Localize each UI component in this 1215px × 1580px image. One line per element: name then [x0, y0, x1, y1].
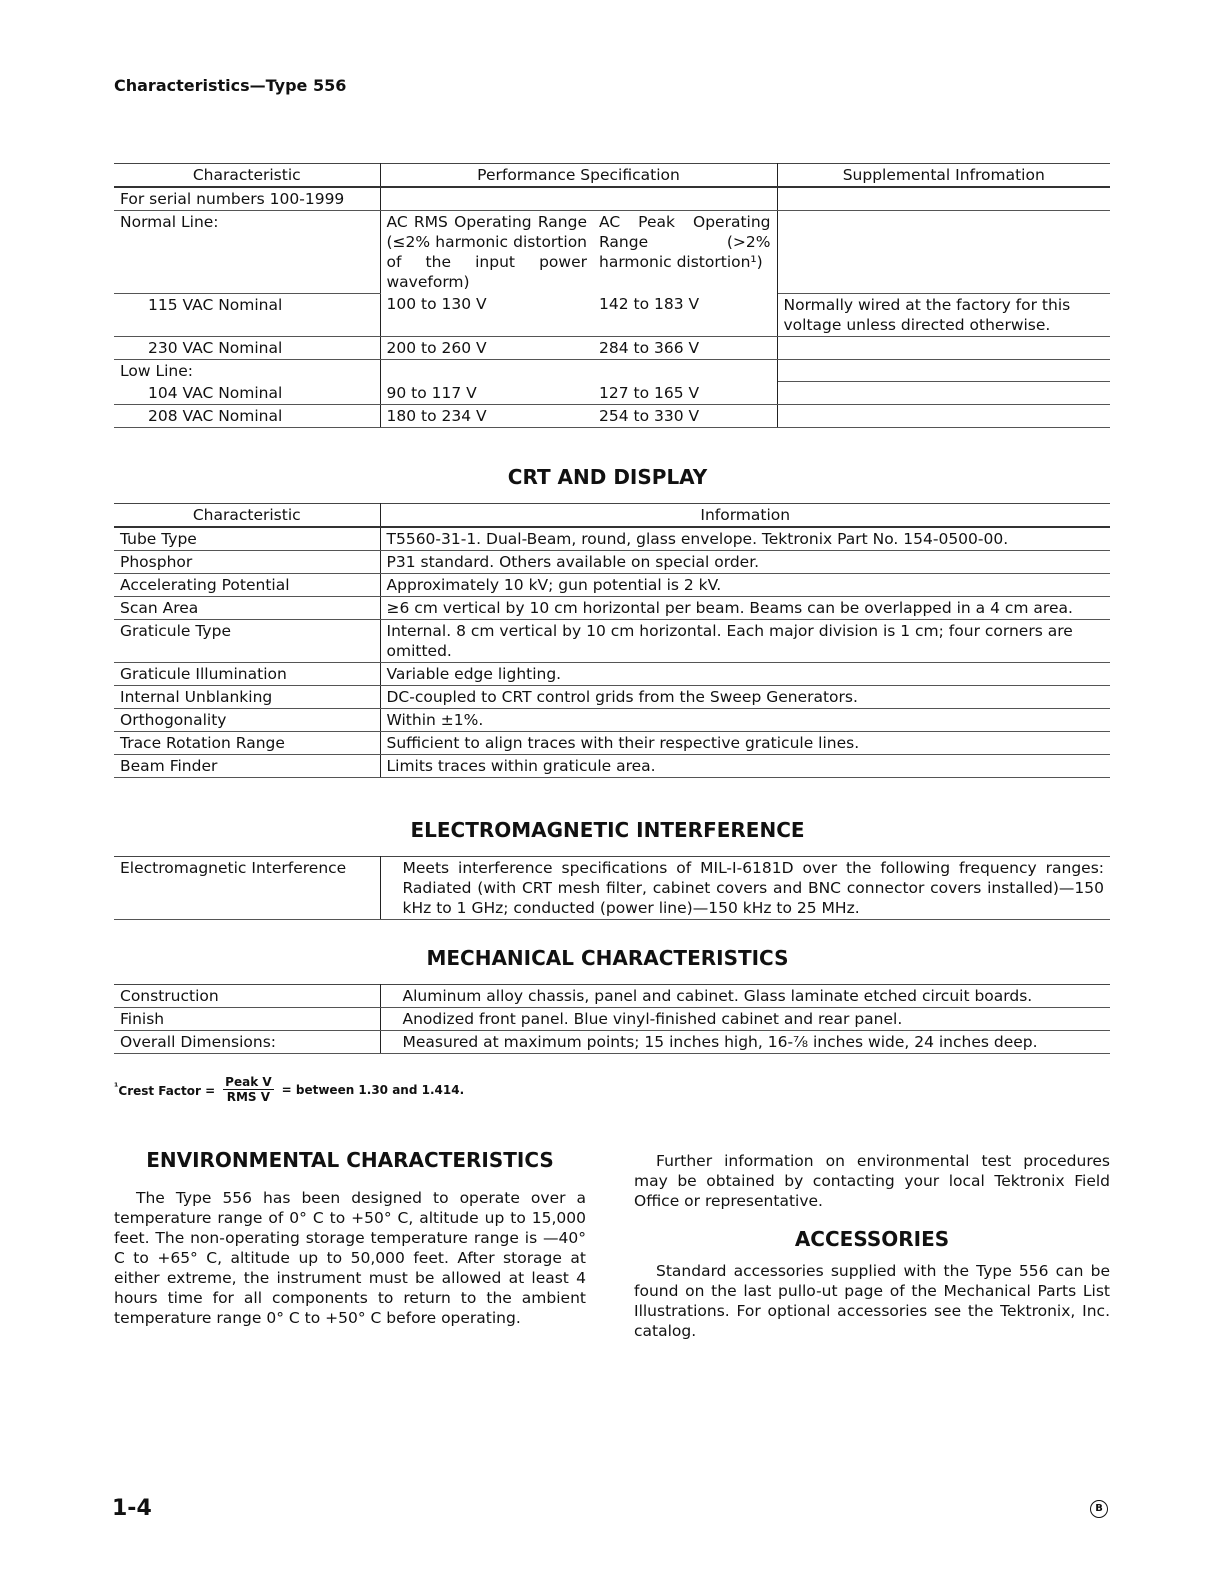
accessories-text: Standard accessories supplied with the Type 556 can be found on the last pullo-ut page of the Mechanical Parts List Illustrations. For optional accessories see the Tektronix, Inc. catalog. [634, 1262, 1110, 1340]
footnote-rest: = between 1.30 and 1.414. [281, 1082, 465, 1097]
table-row [114, 336, 1110, 359]
row-value: P31 standard. Others available on special order. [380, 551, 1110, 574]
rms-value: 180 to 234 V [380, 404, 593, 427]
header-performance: Performance Specification [380, 164, 777, 188]
peak-value: 127 to 165 V [593, 382, 777, 405]
row-value: Internal. 8 cm vertical by 10 cm horizontal. Each major division is 1 cm; four corners are omitted. [380, 620, 1110, 663]
table-row [114, 382, 1110, 405]
peak-value: 142 to 183 V [593, 293, 777, 336]
table-row [114, 597, 1110, 620]
serial-numbers-cell: For serial numbers 100-1999 [114, 187, 380, 211]
row-label: Accelerating Potential [114, 574, 380, 597]
table-row [114, 211, 1110, 294]
row-label: 104 VAC Nominal [114, 382, 380, 405]
peak-range-header: AC Peak Operating Range (>2% harmonic distortion¹) [593, 211, 777, 294]
row-label: 230 VAC Nominal [114, 336, 380, 359]
emi-spec-table [114, 856, 1110, 920]
row-label: 115 VAC Nominal [114, 293, 380, 336]
table-row [114, 985, 1110, 1008]
power-spec-table [114, 163, 1110, 428]
further-info-text: Further information on environmental test procedures may be obtained by contacting your local Tektronix Field Office or representative. [634, 1152, 1110, 1210]
row-value: Variable edge lighting. [380, 663, 1110, 686]
table-row [114, 1031, 1110, 1054]
table-row [114, 709, 1110, 732]
row-value: ≥6 cm vertical by 10 cm horizontal per beam. Beams can be overlapped in a 4 cm area. [380, 597, 1110, 620]
row-label: Graticule Type [114, 620, 380, 663]
rms-range-header: AC RMS Operating Range (≤2% harmonic distortion of the input power waveform) [386, 213, 587, 291]
environmental-column [114, 1150, 586, 1328]
crest-factor-fraction [223, 1075, 273, 1104]
row-label: 208 VAC Nominal [114, 404, 380, 427]
fraction-denominator: RMS V [226, 1090, 271, 1104]
table-row [114, 857, 1110, 920]
mechanical-spec-table [114, 984, 1110, 1054]
environmental-text: The Type 556 has been designed to operate over a temperature range of 0° C to +50° C, altitude up to 15,000 feet. The non-operating storage temperature range is —40° C to +65° C, altitude up to 50,000 feet. After storage at either extreme, the instrument must be allowed at least 4 hours time for all components to return to the ambient temperature range 0° C to +50° C before operating. [114, 1189, 586, 1327]
page-number: 1-4 [112, 1496, 152, 1521]
accessories-title: ACCESSORIES [794, 1227, 950, 1251]
table-row [114, 732, 1110, 755]
environmental-title: ENVIRONMENTAL CHARACTERISTICS [146, 1148, 554, 1172]
row-label: Phosphor [114, 551, 380, 574]
row-value: T5560-31-1. Dual-Beam, round, glass envelope. Tektronix Part No. 154-0500-00. [380, 527, 1110, 551]
row-label: Beam Finder [114, 755, 380, 778]
emi-section-title: ELECTROMAGNETIC INTERFERENCE [410, 818, 805, 842]
peak-value: 254 to 330 V [593, 404, 777, 427]
row-value: Within ±1%. [380, 709, 1110, 732]
table-header-row [114, 504, 1110, 528]
table-row [114, 1008, 1110, 1031]
row-value: Approximately 10 kV; gun potential is 2 kV. [380, 574, 1110, 597]
header-information: Information [380, 504, 1110, 528]
running-header: Characteristics—Type 556 [114, 76, 347, 95]
rms-value: 200 to 260 V [380, 336, 593, 359]
row-label: Internal Unblanking [114, 686, 380, 709]
table-row [114, 527, 1110, 551]
row-label: Graticule Illumination [114, 663, 380, 686]
crt-spec-table [114, 503, 1110, 778]
table-row [114, 686, 1110, 709]
row-label: Tube Type [114, 527, 380, 551]
row-label: Overall Dimensions: [114, 1031, 380, 1054]
publisher-logo-icon: B [1090, 1500, 1108, 1518]
mechanical-section-title: MECHANICAL CHARACTERISTICS [426, 946, 789, 970]
row-value: Meets interference specifications of MIL-I-6181D over the following frequency ranges: Radiated (with CRT mesh filter, cabinet covers and BNC connector covers installed)—150 kHz to 1 GHz; conducted (power line)—150 kHz to 25 MHz. [380, 857, 1110, 920]
row-value: Anodized front panel. Blue vinyl-finished cabinet and rear panel. [380, 1008, 1110, 1031]
footnote-mark: ¹ [114, 1081, 119, 1093]
table-row [114, 663, 1110, 686]
row-label: Trace Rotation Range [114, 732, 380, 755]
row-value: Measured at maximum points; 15 inches high, 16-⅞ inches wide, 24 inches deep. [380, 1031, 1110, 1054]
row-label: Electromagnetic Interference [114, 857, 380, 920]
supplemental-info: Normally wired at the factory for this voltage unless directed otherwise. [777, 293, 1110, 336]
row-label: Orthogonality [114, 709, 380, 732]
crest-factor-footnote [114, 1075, 464, 1104]
normal-line-label: Normal Line: [114, 211, 380, 294]
row-value: Limits traces within graticule area. [380, 755, 1110, 778]
fraction-numerator: Peak V [225, 1075, 272, 1089]
peak-value: 284 to 366 V [593, 336, 777, 359]
header-characteristic: Characteristic [114, 164, 380, 188]
table-row [114, 293, 1110, 336]
table-row [114, 359, 1110, 382]
table-row [114, 620, 1110, 663]
table-row [114, 404, 1110, 427]
table-row [114, 755, 1110, 778]
rms-value: 100 to 130 V [380, 293, 593, 336]
header-characteristic: Characteristic [114, 504, 380, 528]
row-label: Scan Area [114, 597, 380, 620]
row-label: Construction [114, 985, 380, 1008]
row-value: Sufficient to align traces with their respective graticule lines. [380, 732, 1110, 755]
right-column [634, 1151, 1110, 1341]
header-supplemental: Supplemental Infromation [777, 164, 1110, 188]
supplemental-info [777, 336, 1110, 359]
table-row [114, 574, 1110, 597]
row-value: Aluminum alloy chassis, panel and cabinet. Glass laminate etched circuit boards. [380, 985, 1110, 1008]
crt-section-title: CRT AND DISPLAY [507, 465, 708, 489]
row-value: DC-coupled to CRT control grids from the Sweep Generators. [380, 686, 1110, 709]
row-label: Finish [114, 1008, 380, 1031]
table-row [114, 187, 1110, 211]
footnote-label: Crest Factor = [118, 1083, 216, 1098]
table-row [114, 551, 1110, 574]
low-line-label: Low Line: [114, 359, 380, 382]
rms-value: 90 to 117 V [380, 382, 593, 405]
table-header-row [114, 164, 1110, 188]
